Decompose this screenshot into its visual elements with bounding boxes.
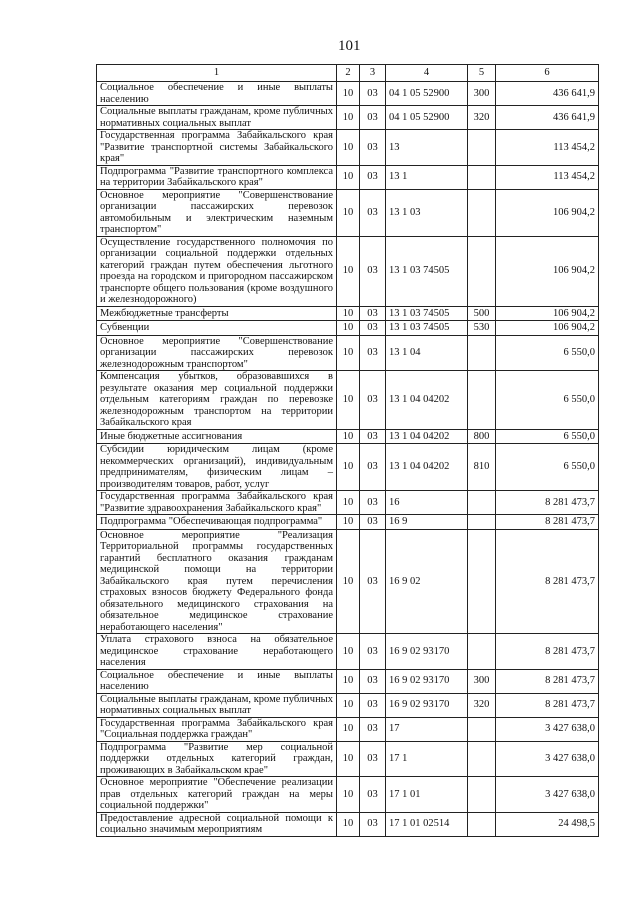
row-subsection-cell: 03 bbox=[360, 189, 386, 236]
table-row bbox=[97, 335, 599, 371]
row-subsection-cell: 03 bbox=[360, 717, 386, 741]
table-row bbox=[97, 236, 599, 306]
row-amount-cell: 113 454,2 bbox=[496, 165, 599, 189]
row-target-article-cell: 04 1 05 52900 bbox=[386, 82, 468, 106]
table-body bbox=[97, 82, 599, 837]
table-row bbox=[97, 429, 599, 444]
row-section-cell: 10 bbox=[337, 515, 360, 530]
row-section-cell: 10 bbox=[337, 82, 360, 106]
row-amount-cell: 3 427 638,0 bbox=[496, 777, 599, 813]
row-name-cell: Подпрограмма "Обеспечивающая подпрограмма" bbox=[97, 515, 337, 530]
row-amount-cell: 3 427 638,0 bbox=[496, 741, 599, 777]
row-subsection-cell: 03 bbox=[360, 321, 386, 336]
table-row bbox=[97, 444, 599, 491]
row-target-article-cell: 17 1 01 02514 bbox=[386, 812, 468, 836]
row-expense-type-cell bbox=[468, 777, 496, 813]
row-expense-type-cell bbox=[468, 335, 496, 371]
row-target-article-cell: 16 9 02 93170 bbox=[386, 693, 468, 717]
row-section-cell: 10 bbox=[337, 165, 360, 189]
table-row bbox=[97, 371, 599, 430]
header-row bbox=[97, 65, 599, 82]
row-section-cell: 10 bbox=[337, 236, 360, 306]
row-subsection-cell: 03 bbox=[360, 634, 386, 670]
row-section-cell: 10 bbox=[337, 693, 360, 717]
budget-table bbox=[96, 64, 599, 837]
row-expense-type-cell bbox=[468, 529, 496, 634]
row-section-cell: 10 bbox=[337, 130, 360, 166]
row-subsection-cell: 03 bbox=[360, 529, 386, 634]
table-row bbox=[97, 82, 599, 106]
row-subsection-cell: 03 bbox=[360, 812, 386, 836]
row-amount-cell: 106 904,2 bbox=[496, 306, 599, 321]
row-amount-cell: 113 454,2 bbox=[496, 130, 599, 166]
row-expense-type-cell: 810 bbox=[468, 444, 496, 491]
table-row bbox=[97, 777, 599, 813]
row-expense-type-cell bbox=[468, 717, 496, 741]
row-name-cell: Межбюджетные трансферты bbox=[97, 306, 337, 321]
row-section-cell: 10 bbox=[337, 634, 360, 670]
row-subsection-cell: 03 bbox=[360, 444, 386, 491]
table-row bbox=[97, 529, 599, 634]
table-row bbox=[97, 717, 599, 741]
row-expense-type-cell bbox=[468, 515, 496, 530]
row-subsection-cell: 03 bbox=[360, 306, 386, 321]
row-expense-type-cell: 320 bbox=[468, 106, 496, 130]
table-row bbox=[97, 741, 599, 777]
row-target-article-cell: 16 9 02 bbox=[386, 529, 468, 634]
row-name-cell: Субвенции bbox=[97, 321, 337, 336]
row-amount-cell: 3 427 638,0 bbox=[496, 717, 599, 741]
header-col-2: 2 bbox=[337, 65, 360, 82]
row-amount-cell: 24 498,5 bbox=[496, 812, 599, 836]
row-target-article-cell: 13 1 04 04202 bbox=[386, 371, 468, 430]
row-subsection-cell: 03 bbox=[360, 335, 386, 371]
header-col-5: 5 bbox=[468, 65, 496, 82]
budget-table-container bbox=[96, 64, 599, 837]
row-subsection-cell: 03 bbox=[360, 106, 386, 130]
row-target-article-cell: 13 1 03 74505 bbox=[386, 236, 468, 306]
row-subsection-cell: 03 bbox=[360, 371, 386, 430]
row-section-cell: 10 bbox=[337, 371, 360, 430]
row-target-article-cell: 13 1 04 04202 bbox=[386, 429, 468, 444]
row-subsection-cell: 03 bbox=[360, 515, 386, 530]
row-section-cell: 10 bbox=[337, 717, 360, 741]
row-target-article-cell: 16 bbox=[386, 491, 468, 515]
row-subsection-cell: 03 bbox=[360, 130, 386, 166]
header-col-4: 4 bbox=[386, 65, 468, 82]
table-row bbox=[97, 669, 599, 693]
row-target-article-cell: 04 1 05 52900 bbox=[386, 106, 468, 130]
table-row bbox=[97, 812, 599, 836]
row-target-article-cell: 16 9 bbox=[386, 515, 468, 530]
row-name-cell: Государственная программа Забайкальского края "Развитие здравоохранения Забайкальского края" bbox=[97, 491, 337, 515]
row-subsection-cell: 03 bbox=[360, 693, 386, 717]
row-expense-type-cell: 300 bbox=[468, 82, 496, 106]
row-name-cell: Основное мероприятие "Совершенствование организации пассажирских перевозок автомобильным и электрическим наземным транспортом" bbox=[97, 189, 337, 236]
row-section-cell: 10 bbox=[337, 306, 360, 321]
row-section-cell: 10 bbox=[337, 321, 360, 336]
row-amount-cell: 436 641,9 bbox=[496, 106, 599, 130]
row-amount-cell: 8 281 473,7 bbox=[496, 491, 599, 515]
header-col-6: 6 bbox=[496, 65, 599, 82]
row-section-cell: 10 bbox=[337, 741, 360, 777]
row-name-cell: Социальное обеспечение и иные выплаты населению bbox=[97, 82, 337, 106]
row-name-cell: Государственная программа Забайкальского края "Развитие транспортной системы Забайкальского края" bbox=[97, 130, 337, 166]
header-col-3: 3 bbox=[360, 65, 386, 82]
row-section-cell: 10 bbox=[337, 491, 360, 515]
row-section-cell: 10 bbox=[337, 189, 360, 236]
table-row bbox=[97, 515, 599, 530]
row-expense-type-cell bbox=[468, 165, 496, 189]
table-row bbox=[97, 634, 599, 670]
row-name-cell: Основное мероприятие "Реализация Территориальной программы государственных гарантий бесплатного оказания гражданам медицинской помощи на территории Забайкальского края путем перечисления страховых взносов бюджету Федерального фонда обязательного медицинского страхования на обязательное медицинское страхование неработающего населения" bbox=[97, 529, 337, 634]
row-amount-cell: 6 550,0 bbox=[496, 371, 599, 430]
row-section-cell: 10 bbox=[337, 335, 360, 371]
row-target-article-cell: 13 bbox=[386, 130, 468, 166]
row-amount-cell: 8 281 473,7 bbox=[496, 669, 599, 693]
row-amount-cell: 6 550,0 bbox=[496, 335, 599, 371]
row-amount-cell: 6 550,0 bbox=[496, 429, 599, 444]
row-section-cell: 10 bbox=[337, 669, 360, 693]
row-amount-cell: 8 281 473,7 bbox=[496, 515, 599, 530]
row-section-cell: 10 bbox=[337, 812, 360, 836]
row-subsection-cell: 03 bbox=[360, 82, 386, 106]
row-target-article-cell: 17 1 bbox=[386, 741, 468, 777]
table-row bbox=[97, 321, 599, 336]
row-expense-type-cell: 500 bbox=[468, 306, 496, 321]
row-target-article-cell: 17 bbox=[386, 717, 468, 741]
table-row bbox=[97, 491, 599, 515]
row-section-cell: 10 bbox=[337, 444, 360, 491]
row-expense-type-cell bbox=[468, 634, 496, 670]
row-amount-cell: 106 904,2 bbox=[496, 189, 599, 236]
row-target-article-cell: 13 1 03 74505 bbox=[386, 321, 468, 336]
row-expense-type-cell: 800 bbox=[468, 429, 496, 444]
row-target-article-cell: 13 1 03 74505 bbox=[386, 306, 468, 321]
row-target-article-cell: 13 1 04 bbox=[386, 335, 468, 371]
row-section-cell: 10 bbox=[337, 529, 360, 634]
row-name-cell: Предоставление адресной социальной помощи к социально значимым мероприятиям bbox=[97, 812, 337, 836]
row-subsection-cell: 03 bbox=[360, 669, 386, 693]
table-row bbox=[97, 130, 599, 166]
row-section-cell: 10 bbox=[337, 106, 360, 130]
row-subsection-cell: 03 bbox=[360, 236, 386, 306]
row-name-cell: Уплата страхового взноса на обязательное медицинское страхование неработающего населения bbox=[97, 634, 337, 670]
row-amount-cell: 436 641,9 bbox=[496, 82, 599, 106]
row-subsection-cell: 03 bbox=[360, 777, 386, 813]
row-expense-type-cell bbox=[468, 741, 496, 777]
row-expense-type-cell bbox=[468, 189, 496, 236]
row-section-cell: 10 bbox=[337, 777, 360, 813]
row-name-cell: Подпрограмма "Развитие транспортного комплекса на территории Забайкальского края" bbox=[97, 165, 337, 189]
row-name-cell: Основное мероприятие "Обеспечение реализации прав отдельных категорий граждан на меры социальной поддержки" bbox=[97, 777, 337, 813]
table-row bbox=[97, 306, 599, 321]
row-subsection-cell: 03 bbox=[360, 491, 386, 515]
page-number: 101 bbox=[338, 38, 361, 54]
row-expense-type-cell: 300 bbox=[468, 669, 496, 693]
row-amount-cell: 106 904,2 bbox=[496, 321, 599, 336]
row-amount-cell: 6 550,0 bbox=[496, 444, 599, 491]
row-expense-type-cell bbox=[468, 130, 496, 166]
row-subsection-cell: 03 bbox=[360, 429, 386, 444]
row-expense-type-cell bbox=[468, 371, 496, 430]
row-name-cell: Социальные выплаты гражданам, кроме публичных нормативных социальных выплат bbox=[97, 693, 337, 717]
row-target-article-cell: 13 1 03 bbox=[386, 189, 468, 236]
row-name-cell: Основное мероприятие "Совершенствование организации пассажирских перевозок железнодорожным транспортом" bbox=[97, 335, 337, 371]
table-row bbox=[97, 165, 599, 189]
row-subsection-cell: 03 bbox=[360, 165, 386, 189]
row-target-article-cell: 17 1 01 bbox=[386, 777, 468, 813]
row-name-cell: Социальное обеспечение и иные выплаты населению bbox=[97, 669, 337, 693]
row-name-cell: Осуществление государственного полномочия по организации социальной поддержки отдельных категорий граждан путем обеспечения льготного проезда на городском и пригородном пассажирском транспорте общего пользования (кроме воздушного и железнодорожного) bbox=[97, 236, 337, 306]
table-row bbox=[97, 189, 599, 236]
row-name-cell: Государственная программа Забайкальского края "Социальная поддержка граждан" bbox=[97, 717, 337, 741]
row-name-cell: Социальные выплаты гражданам, кроме публичных нормативных социальных выплат bbox=[97, 106, 337, 130]
row-expense-type-cell: 530 bbox=[468, 321, 496, 336]
row-expense-type-cell bbox=[468, 812, 496, 836]
row-target-article-cell: 13 1 bbox=[386, 165, 468, 189]
row-section-cell: 10 bbox=[337, 429, 360, 444]
row-name-cell: Компенсация убытков, образовавшихся в результате оказания мер социальной поддержки отдельным категориям граждан по перевозке железнодорожным транспортом на территории Забайкальского края bbox=[97, 371, 337, 430]
row-expense-type-cell bbox=[468, 236, 496, 306]
row-amount-cell: 8 281 473,7 bbox=[496, 529, 599, 634]
row-expense-type-cell bbox=[468, 491, 496, 515]
table-row bbox=[97, 693, 599, 717]
row-amount-cell: 106 904,2 bbox=[496, 236, 599, 306]
row-target-article-cell: 16 9 02 93170 bbox=[386, 634, 468, 670]
row-target-article-cell: 13 1 04 04202 bbox=[386, 444, 468, 491]
row-target-article-cell: 16 9 02 93170 bbox=[386, 669, 468, 693]
table-row bbox=[97, 106, 599, 130]
row-expense-type-cell: 320 bbox=[468, 693, 496, 717]
row-subsection-cell: 03 bbox=[360, 741, 386, 777]
row-name-cell: Подпрограмма "Развитие мер социальной поддержки отдельных категорий граждан, проживающих в Забайкальском крае" bbox=[97, 741, 337, 777]
row-amount-cell: 8 281 473,7 bbox=[496, 693, 599, 717]
row-name-cell: Субсидии юридическим лицам (кроме некоммерческих организаций), индивидуальным предпринимателям, физическим лицам – производителям товаров, работ, услуг bbox=[97, 444, 337, 491]
header-col-1: 1 bbox=[97, 65, 337, 82]
row-name-cell: Иные бюджетные ассигнования bbox=[97, 429, 337, 444]
row-amount-cell: 8 281 473,7 bbox=[496, 634, 599, 670]
